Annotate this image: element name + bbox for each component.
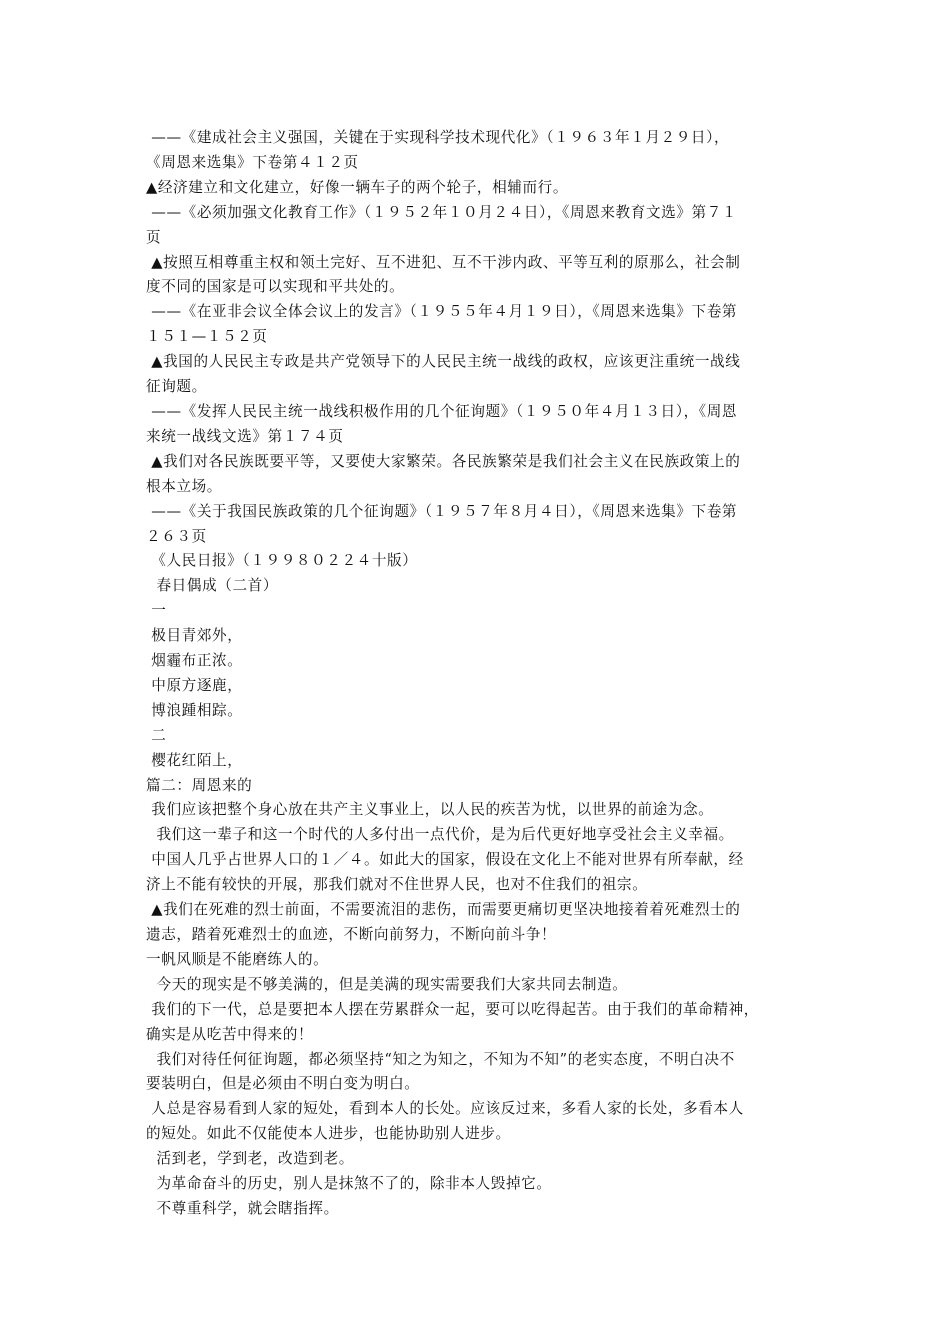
text-line: 遗志，踏着死难烈士的血迹，不断向前努力，不断向前斗争！ bbox=[146, 926, 557, 943]
text-line: ——《建成社会主义强国，关键在于实现科学技术现代化》（１９６３年１月２９日）， bbox=[146, 129, 730, 146]
text-line: ▲我们对各民族既要平等，又要使大家繁荣。各民族繁荣是我们社会主义在民族政策上的 bbox=[146, 452, 741, 470]
poem-line: 中原方逐鹿， bbox=[146, 676, 243, 694]
poem-section-number: 一 bbox=[146, 602, 167, 620]
text-line: 要装明白，但是必须由不明白变为明白。 bbox=[146, 1075, 420, 1093]
poem-line: 博浪踵相踪。 bbox=[146, 701, 243, 719]
text-line: ▲经济建立和文化建立，好像一辆车子的两个轮子，相辅而行。 bbox=[146, 178, 569, 196]
text-line: 《周恩来选集》下卷第４１２页 bbox=[146, 153, 359, 171]
text-line: ——《必须加强文化教育工作》（１９５２年１０月２４日），《周恩来教育文选》第７１ bbox=[146, 203, 738, 221]
text-line: １５１—１５２页 bbox=[146, 328, 268, 346]
text-line: 页 bbox=[146, 228, 162, 246]
text-line: 我们对待任何征询题，都必须坚持“知之为知之，不知为不知”的老实态度，不明白决不 bbox=[146, 1050, 735, 1068]
text-line: 来统一战线文选》第１７４页 bbox=[146, 427, 344, 445]
text-line: 我们应该把整个身心放在共产主义事业上，以人民的疾苦为忧，以世界的前途为念。 bbox=[146, 801, 714, 819]
text-line: 为革命奋斗的历史，别人是抹煞不了的，除非本人毁掉它。 bbox=[146, 1175, 552, 1193]
poem-title: 春日偶成（二首） bbox=[146, 577, 279, 595]
text-line: 我们的下一代，总是要把本人摆在劳累群众一起，要可以吃得起苦。由于我们的革命精神， bbox=[146, 1000, 760, 1018]
text-line: 我们这一辈子和这一个时代的人多付出一点代价，是为后代更好地享受社会主义幸福。 bbox=[146, 826, 734, 844]
text-line: 人总是容易看到人家的短处，看到本人的长处。应该反过来，多看人家的长处，多看本人 bbox=[146, 1100, 744, 1118]
text-line: ２６３页 bbox=[146, 527, 207, 545]
text-line: 济上不能有较快的开展，那我们就对不住世界人民，也对不住我们的祖宗。 bbox=[146, 876, 648, 894]
text-line: 的短处。如此不仅能使本人进步，也能协助别人进步。 bbox=[146, 1125, 511, 1143]
text-line: ——《在亚非会议全体会议上的发言》（１９５５年４月１９日），《周恩来选集》下卷第 bbox=[146, 303, 738, 321]
text-line: ——《关于我国民族政策的几个征询题》（１９５７年８月４日），《周恩来选集》下卷第 bbox=[146, 502, 738, 520]
text-line: 《人民日报》（１９９８０２２４十版） bbox=[146, 552, 418, 570]
text-line: 不尊重科学，就会瞎指挥。 bbox=[146, 1199, 339, 1217]
text-line: ▲我们在死难的烈士前面，不需要流泪的悲伤，而需要更痛切更坚决地接着着死难烈士的 bbox=[146, 901, 741, 919]
text-line: 根本立场。 bbox=[146, 477, 222, 495]
text-line: 中国人几乎占世界人口的１／４。如此大的国家，假设在文化上不能对世界有所奉献，经 bbox=[146, 851, 744, 869]
text-line: ——《发挥人民民主统一战线积极作用的几个征询题》（１９５０年４月１３日），《周恩 bbox=[146, 402, 738, 420]
poem-line: 烟霾布正浓。 bbox=[146, 652, 243, 670]
text-line: ▲按照互相尊重主权和领土完好、互不进犯、互不干涉内政、平等互利的原那么，社会制 bbox=[146, 253, 741, 271]
text-line: 确实是从吃苦中得来的！ bbox=[146, 1025, 314, 1043]
poem-line: 樱花红陌上， bbox=[146, 751, 243, 769]
text-line: ▲我国的人民民主专政是共产党领导下的人民民主统一战线的政权，应该更注重统一战线 bbox=[146, 353, 741, 371]
document-page bbox=[146, 126, 814, 1222]
text-line: 今天的现实是不够美满的，但是美满的现实需要我们大家共同去制造。 bbox=[146, 975, 628, 993]
text-line: 征询题。 bbox=[146, 378, 207, 396]
section-heading: 篇二：周恩来的 bbox=[146, 776, 253, 794]
text-line: 活到老，学到老，改造到老。 bbox=[146, 1150, 355, 1168]
poem-section-number: 二 bbox=[146, 726, 167, 744]
text-line: 度不同的国家是可以实现和平共处的。 bbox=[146, 278, 405, 296]
text-line: 一帆风顺是不能磨练人的。 bbox=[146, 950, 329, 968]
poem-line: 极目青郊外， bbox=[146, 627, 243, 645]
